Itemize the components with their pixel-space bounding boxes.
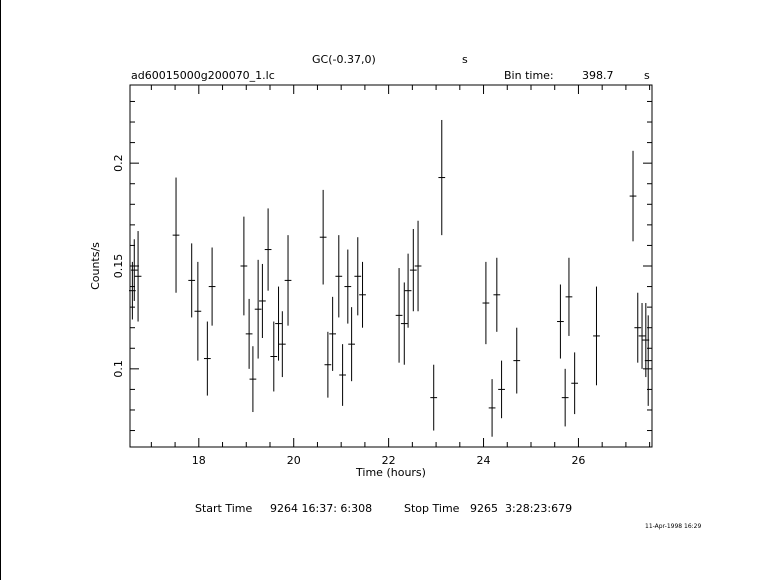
x-tick-label: 18: [191, 454, 206, 467]
data-point: [204, 322, 211, 396]
data-point: [329, 297, 336, 371]
data-point: [241, 217, 248, 316]
data-point: [571, 352, 578, 414]
data-point: [325, 332, 332, 398]
bin-time-unit: s: [644, 69, 650, 82]
data-point: [562, 369, 569, 427]
x-tick-label: 26: [571, 454, 586, 467]
x-axis-title: Time (hours): [356, 466, 426, 479]
data-point: [401, 282, 408, 364]
data-point: [498, 361, 505, 419]
data-point: [259, 264, 266, 338]
data-point: [320, 190, 327, 285]
data-point: [135, 231, 142, 322]
data-point: [483, 262, 490, 344]
data-point: [188, 243, 195, 317]
start-time-value: 9264 16:37: 6:308: [270, 502, 373, 515]
y-tick-labels: [112, 154, 125, 377]
data-point: [493, 258, 500, 332]
y-tick-label: 0.2: [112, 154, 125, 172]
bin-time-label: Bin time:: [504, 69, 554, 82]
data-point: [250, 346, 257, 412]
start-time-label: Start Time: [195, 502, 253, 515]
bin-time-value: 398.7: [582, 69, 614, 82]
data-point: [194, 262, 201, 361]
data-point: [415, 221, 422, 312]
y-tick-label: 0.15: [112, 253, 125, 279]
data-point: [489, 379, 496, 437]
data-point: [513, 328, 520, 394]
data-points: [129, 120, 652, 437]
data-point: [354, 237, 361, 315]
data-point: [265, 208, 272, 290]
chart-title-unit: s: [462, 53, 468, 66]
stop-time-value: 9265 3:28:23:679: [470, 502, 573, 515]
data-point: [396, 268, 403, 363]
x-tick-label: 22: [381, 454, 396, 467]
data-point: [430, 365, 437, 431]
data-point: [566, 258, 573, 336]
data-point: [209, 247, 216, 325]
data-point: [438, 120, 445, 235]
data-point: [634, 293, 641, 363]
data-point: [344, 250, 351, 324]
data-point: [348, 307, 355, 381]
y-tick-label: 0.1: [112, 360, 125, 378]
data-point: [410, 229, 417, 311]
data-point: [557, 285, 564, 359]
data-point: [639, 303, 646, 369]
data-point: [593, 287, 600, 386]
plot-frame: [130, 85, 652, 447]
data-point: [173, 178, 180, 293]
data-point: [335, 235, 342, 317]
data-point: [275, 287, 282, 361]
data-point: [339, 344, 346, 406]
data-point: [255, 260, 262, 359]
chart-title: GC(-0.37,0): [312, 53, 376, 66]
stop-time-label: Stop Time: [404, 502, 460, 515]
data-point: [279, 311, 286, 377]
data-point: [630, 151, 637, 242]
y-axis-title: Counts/s: [89, 242, 102, 290]
x-tick-label: 20: [286, 454, 301, 467]
data-point: [270, 322, 277, 392]
date-stamp: 11-Apr-1998 16:29: [645, 523, 702, 530]
x-tick-label: 24: [476, 454, 491, 467]
axis-ticks: [130, 85, 652, 447]
file-label: ad60015000g200070_1.lc: [131, 69, 275, 82]
data-point: [359, 262, 366, 328]
data-point: [285, 235, 292, 326]
data-point: [405, 254, 412, 328]
data-point: [246, 299, 253, 369]
